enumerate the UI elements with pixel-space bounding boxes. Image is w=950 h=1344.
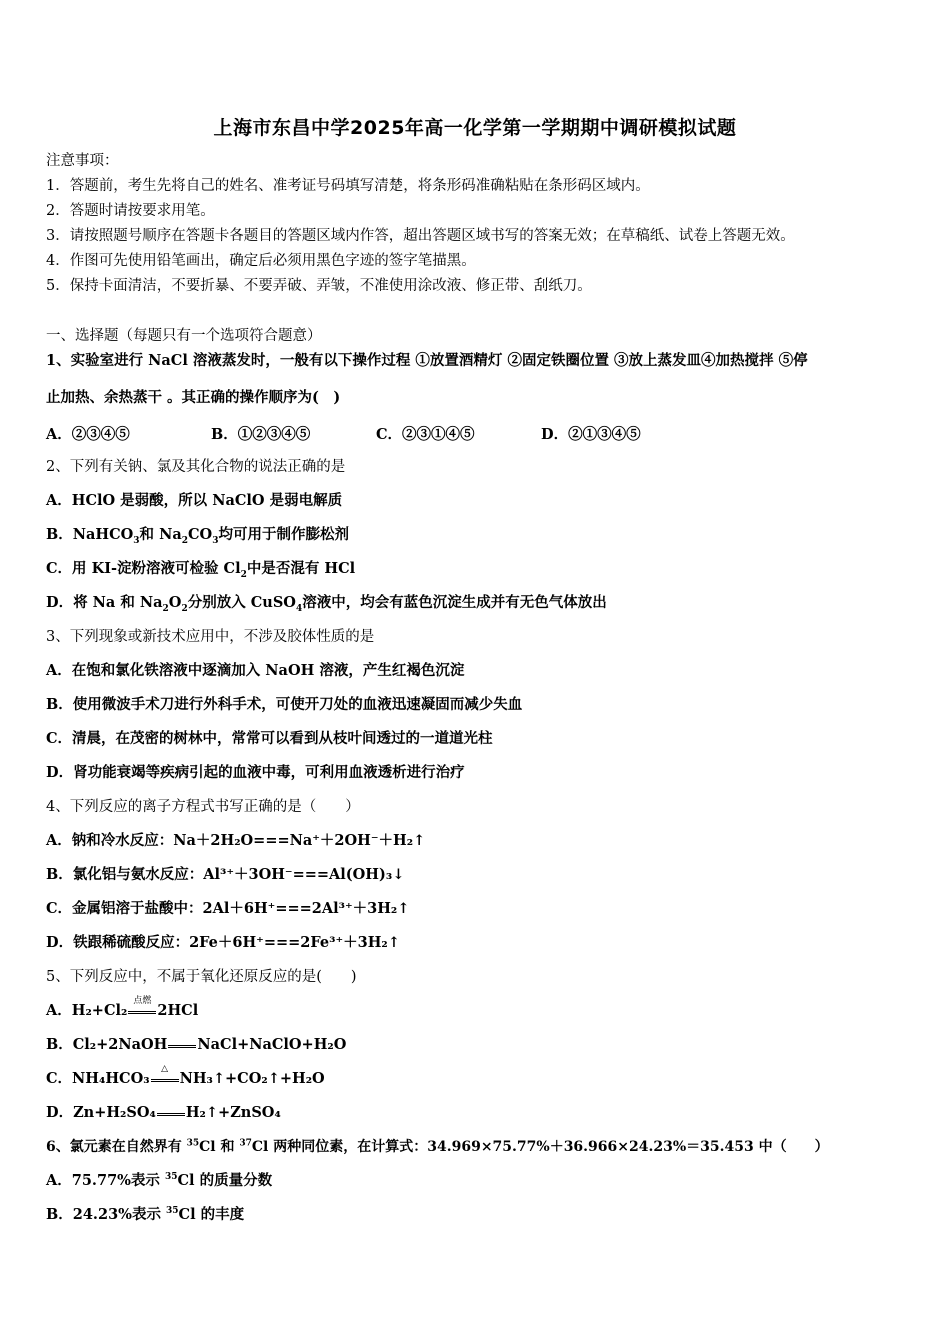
q2-option-c-text-2: 中是否混有 HCl (246, 560, 356, 577)
q6-option-a-sup: 35 (164, 1172, 178, 1183)
q5-option-b[interactable] (46, 1035, 346, 1055)
q5-option-a[interactable] (46, 996, 199, 1021)
q2-option-c-sub-1: 2 (240, 569, 247, 580)
notice-item-1: 1．答题前，考生先将自己的姓名、准考证号码填写清楚，将条形码准确粘贴在条形码区域内。 (46, 178, 650, 194)
q2-option-d-text-3: 分别放入 CuSO (187, 594, 296, 611)
q6-option-a-text-1: A．75.77%表示 (46, 1172, 165, 1189)
notice-item-4: 4．作图可先使用铅笔画出，确定后必须用黑色字迹的签字笔描黑。 (46, 253, 476, 269)
q6-option-b[interactable] (46, 1205, 244, 1225)
q2-option-d-sub-1: 2 (162, 603, 169, 614)
q4-option-a[interactable]: A．钠和冷水反应：Na＋2H₂O===Na⁺＋2OH⁻＋H₂↑ (46, 832, 426, 849)
q5-option-d-products: H₂↑+ZnSO₄ (185, 1104, 281, 1121)
q5-option-b-arrow (168, 1035, 196, 1055)
q2-option-b-sub-3: 3 (212, 535, 219, 546)
q2-option-d-text-2: O (168, 594, 182, 611)
q5-option-d-arrow (157, 1103, 185, 1123)
q4-option-b[interactable]: B．氯化铝与氨水反应：Al³⁺＋3OH⁻===Al(OH)₃↓ (46, 866, 405, 883)
q6-option-a[interactable] (46, 1171, 272, 1191)
q1-stem-line1: 1、实验室进行 NaCl 溶液蒸发时，一般有以下操作过程 ①放置酒精灯 ②固定铁圈位置 ③放上蒸发皿④加热搅拌 ⑤停 (46, 352, 808, 369)
q2-option-d[interactable] (46, 593, 607, 613)
q2-option-b-text-3: CO (188, 526, 213, 543)
q2-option-c-text-1: C．用 KI-淀粉溶液可检验 Cl (46, 560, 241, 577)
q2-option-b-text-4: 均可用于制作膨松剂 (218, 526, 349, 543)
q6-stem (46, 1137, 829, 1157)
q5-option-a-condition: 点燃 (133, 996, 152, 1006)
q5-option-c-products: NH₃↑+CO₂↑+H₂O (179, 1070, 325, 1087)
q6-stem-text-1: 6、氯元素在自然界有 (46, 1139, 187, 1155)
q5-option-b-reactants: B．Cl₂+2NaOH (46, 1036, 168, 1053)
q3-option-c[interactable]: C．清晨，在茂密的树林中，常常可以看到从枝叶间透过的一道道光柱 (46, 730, 493, 747)
q2-option-b-sub-2: 2 (181, 535, 189, 546)
q1-stem-line2: 止加热、余热蒸干 。其正确的操作顺序为( ) (46, 389, 341, 406)
q6-stem-text-3: Cl 两种同位素，在计算式：34.969×75.77%＋36.966×24.23%＝35.453 中（ ） (251, 1139, 829, 1155)
q3-option-a[interactable]: A．在饱和氯化铁溶液中逐滴加入 NaOH 溶液，产生红褐色沉淀 (46, 662, 465, 679)
page-title: 上海市东昌中学2025年高一化学第一学期期中调研模拟试题 (213, 117, 737, 139)
q6-option-b-text-2: Cl 的丰度 (178, 1206, 245, 1223)
q5-option-a-arrow (128, 996, 156, 1021)
q6-option-b-text-1: B．24.23%表示 (46, 1206, 166, 1223)
q6-stem-sup-2: 37 (239, 1138, 252, 1149)
q4-option-d[interactable]: D．铁跟稀硫酸反应：2Fe＋6H⁺===2Fe³⁺＋3H₂↑ (46, 934, 400, 951)
q2-option-c[interactable] (46, 559, 355, 579)
q4-stem: 4、下列反应的离子方程式书写正确的是（ ） (46, 799, 360, 815)
q6-option-a-text-2: Cl 的质量分数 (177, 1172, 273, 1189)
q5-option-a-products: 2HCl (157, 1002, 199, 1019)
q5-option-d[interactable] (46, 1103, 281, 1123)
q1-option-a[interactable]: A．②③④⑤ (46, 426, 130, 443)
q5-option-c-condition: △ (161, 1064, 169, 1074)
q5-option-a-reactants: A．H₂+Cl₂ (46, 1002, 128, 1019)
q6-stem-sup-1: 35 (186, 1138, 200, 1149)
q5-option-c-arrow (151, 1064, 179, 1089)
notice-item-2: 2．答题时请按要求用笔。 (46, 203, 215, 219)
q2-option-d-text-4: 溶液中，均会有蓝色沉淀生成并有无色气体放出 (302, 594, 607, 611)
notice-heading: 注意事项： (46, 153, 119, 169)
q2-option-d-sub-2: 2 (181, 603, 188, 614)
q2-option-d-sub-3: 4 (295, 603, 303, 614)
q5-stem: 5、下列反应中，不属于氧化还原反应的是( ) (46, 969, 357, 985)
q1-option-d[interactable]: D．②①③④⑤ (541, 426, 641, 443)
q5-option-c[interactable] (46, 1064, 325, 1089)
notice-item-5: 5．保持卡面清洁，不要折暴、不要弄破、弄皱，不准使用涂改液、修正带、刮纸刀。 (46, 278, 592, 294)
q2-option-b-sub-1: 3 (133, 535, 140, 546)
q5-option-b-products: NaCl+NaClO+H₂O (197, 1036, 347, 1053)
q2-option-a[interactable]: A．HClO 是弱酸，所以 NaClO 是弱电解质 (46, 492, 343, 509)
q4-option-c[interactable]: C．金属铝溶于盐酸中：2Al＋6H⁺===2Al³⁺＋3H₂↑ (46, 900, 410, 917)
q5-option-d-reactants: D．Zn+H₂SO₄ (46, 1104, 156, 1121)
q6-stem-text-2: Cl 和 (199, 1139, 240, 1155)
q2-option-b-text-2: 和 Na (139, 526, 182, 543)
section-heading: 一、选择题（每题只有一个选项符合题意） (46, 328, 322, 344)
notice-item-3: 3．请按照题号顺序在答题卡各题目的答题区域内作答，超出答题区域书写的答案无效；在草稿纸、试卷上答题无效。 (46, 228, 795, 244)
q6-option-b-sup: 35 (166, 1206, 179, 1217)
q2-option-d-text-1: D．将 Na 和 Na (46, 594, 163, 611)
q2-option-b-text-1: B．NaHCO (46, 526, 134, 543)
q2-stem: 2、下列有关钠、氯及其化合物的说法正确的是 (46, 459, 346, 475)
q2-option-b[interactable] (46, 525, 349, 545)
q1-option-c[interactable]: C．②③①④⑤ (376, 426, 475, 443)
q1-option-b[interactable]: B．①②③④⑤ (211, 426, 311, 443)
q3-stem: 3、下列现象或新技术应用中，不涉及胶体性质的是 (46, 629, 375, 645)
q3-option-b[interactable]: B．使用微波手术刀进行外科手术，可使开刀处的血液迅速凝固而减少失血 (46, 696, 523, 713)
q3-option-d[interactable]: D．肾功能衰竭等疾病引起的血液中毒，可利用血液透析进行治疗 (46, 764, 465, 781)
q5-option-c-reactants: C．NH₄HCO₃ (46, 1070, 150, 1087)
